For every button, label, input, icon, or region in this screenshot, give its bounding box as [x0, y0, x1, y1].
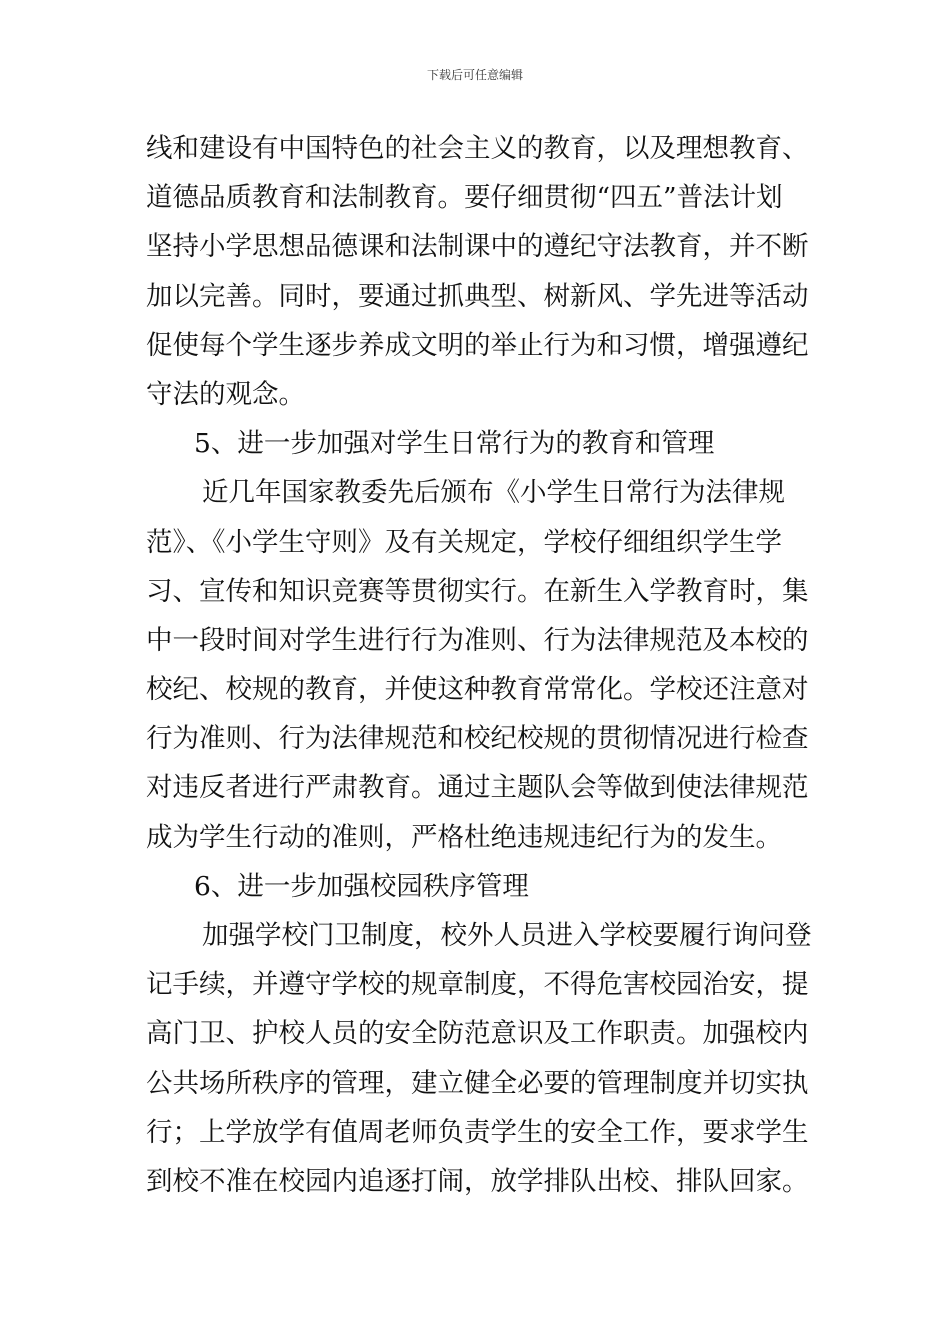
body-text [146, 124, 812, 1206]
text-line: 成为学生行动的准则，严格杜绝违规违纪行为的发生。 [146, 821, 782, 853]
paragraph-first-line: 近几年国家教委先后颁布《小学生日常行为法律规 [202, 477, 785, 509]
text-line: 行为准则、行为法律规范和校纪校规的贯彻情况进行检查 [146, 723, 809, 755]
text-line: 高门卫、护校人员的安全防范意识及工作职责。加强校内 [146, 1018, 809, 1050]
text-line: 道德品质教育和法制教育。要仔细贯彻“四五”普法计划 [146, 182, 783, 214]
header-note: 下载后可任意编辑 [426, 68, 523, 82]
section-heading: 5、进一步加强对学生日常行为的教育和管理 [194, 428, 715, 460]
paragraph-first-line: 加强学校门卫制度，校外人员进入学校要履行询问登 [202, 920, 812, 951]
text-line: 校纪、校规的教育，并使这种教育常常化。学校还注意对 [146, 674, 809, 706]
text-line: 记手续，并遵守学校的规章制度，不得危害校园治安，提 [146, 969, 809, 1001]
text-line: 行；上学放学有值周老师负责学生的安全工作，要求学生 [146, 1116, 809, 1148]
text-line: 到校不准在校园内追逐打闹，放学排队出校、排队回家。 [146, 1165, 809, 1197]
text-line: 线和建设有中国特色的社会主义的教育，以及理想教育、 [146, 133, 809, 164]
section-heading: 6、进一步加强校园秩序管理 [194, 870, 529, 902]
text-line: 守法的观念。 [146, 378, 305, 410]
text-line: 中一段时间对学生进行行为准则、行为法律规范及本校的 [146, 624, 809, 656]
text-line: 范》、《小学生守则》及有关规定，学校仔细组织学生学 [146, 526, 782, 558]
text-line: 加以完善。同时，要通过抓典型、树新风、学先进等活动 [146, 280, 809, 312]
text-line: 公共场所秩序的管理，建立健全必要的管理制度并切实执 [146, 1067, 809, 1099]
text-line: 对违反者进行严肃教育。通过主题队会等做到使法律规范 [146, 772, 809, 804]
text-line: 习、宣传和知识竞赛等贯彻实行。在新生入学教育时，集 [146, 575, 809, 607]
text-line: 坚持小学思想品德课和法制课中的遵纪守法教育，并不断 [146, 231, 809, 263]
text-line: 促使每个学生逐步养成文明的举止行为和习惯，增强遵纪 [146, 329, 809, 361]
